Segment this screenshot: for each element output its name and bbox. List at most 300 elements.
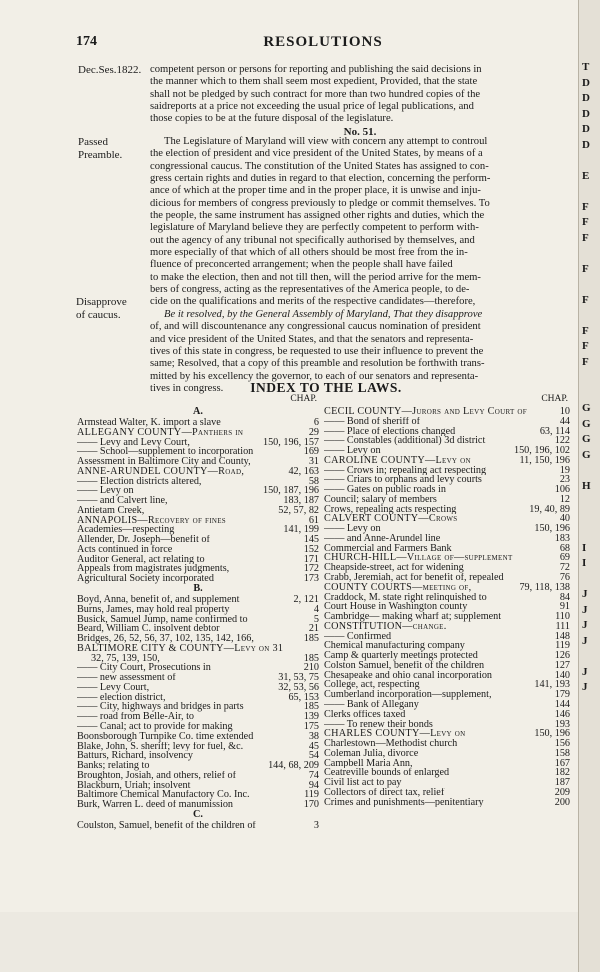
index-entry [77, 693, 319, 703]
index-entry-title: Crabb, Jeremiah, act for benefit of, repealed [324, 573, 504, 583]
edge-letter: J [582, 603, 588, 616]
edge-letter: G [582, 448, 591, 461]
index-entry-title: —— election district, [77, 692, 166, 703]
index-entry-title: Cumberland incorporation—supplement, [324, 690, 492, 700]
text-line: saidreports at a price not exceeding the usual price of legal publications, and [150, 101, 474, 113]
index-entry [77, 654, 319, 664]
index-entry-chapter: 148 [554, 630, 570, 642]
index-entry-title: —— Levy on [77, 486, 134, 497]
index-entry-title: CONSTITUTION—change. [324, 621, 447, 632]
text-line: and vice president of the United States, and that the senators and representa- [150, 333, 474, 345]
index-entry [77, 525, 319, 535]
index-entry-title: ANNAPOLIS—Recovery of fines [77, 515, 226, 526]
index-entry-chapter: 119 [555, 640, 570, 652]
page-header [76, 34, 570, 52]
index-entry-title: Agricultural Society incorporated [77, 574, 214, 585]
index-entry-title: Council; salary of members [324, 494, 437, 505]
edge-letter: J [582, 588, 588, 600]
index-entry-chapter: 200 [554, 796, 570, 808]
index-entry-chapter: 169 [303, 446, 319, 458]
index-entry-chapter: 175 [303, 720, 319, 732]
index-entry-title: Coleman Julia, divorce [324, 748, 419, 759]
edge-letter [579, 572, 600, 588]
index-left-column [77, 394, 319, 831]
index-entry [77, 506, 319, 516]
index-entry [324, 768, 570, 778]
index-entry [324, 749, 570, 759]
index-entry-chapter: 74 [308, 769, 319, 781]
index-entry-title: —— City Court, Prosecutions in [77, 663, 211, 674]
text-line: those copies to be at the future disposal of the legislature. [150, 113, 394, 125]
text-line: fluence of preconcerted arrangement; when the people shall have failed [150, 259, 453, 271]
index-entry-title: —— Place of elections changed [324, 426, 456, 437]
index-entry-chapter: 31, 53, 75 [278, 672, 319, 684]
index-entry [77, 644, 319, 654]
index-entry-title: Campbell Maria Ann, [324, 758, 413, 769]
edge-letter [579, 510, 600, 526]
text-line: legislature of Maryland believe they are perfectly competent to perform with- [150, 222, 479, 234]
margin-line: Disapprove [76, 296, 127, 308]
index-entry-chapter: 5 [313, 613, 319, 625]
edge-letter: D [582, 123, 590, 135]
text-line: competent person or persons for reporting and publishing the said decisions in [150, 64, 482, 75]
index-entry-chapter: 65, 153 [288, 691, 319, 703]
index-entry [324, 407, 570, 417]
top-entry-text [150, 64, 570, 126]
index-entry-chapter: 19, 40, 89 [529, 503, 570, 515]
index-entry-chapter: 111 [555, 620, 570, 632]
index-entry-chapter: 23 [559, 474, 570, 486]
edge-letter: G [582, 433, 591, 445]
index-entry-chapter: 68 [559, 542, 570, 554]
index-entry-title: CHARLES COUNTY—Levy on [324, 729, 466, 740]
edge-letter: G [582, 402, 591, 414]
facing-page-edge [578, 0, 600, 972]
index-entry-chapter: 19 [559, 464, 570, 476]
index-entry [324, 680, 570, 690]
index-entry-title: Appeals from magistrates judgments, [77, 564, 230, 575]
index-entry [77, 624, 319, 634]
index-entry-chapter: 144, 68, 209 [268, 760, 319, 772]
index-entry-title: —— Levy and Levy Court, [77, 437, 190, 448]
margin-note-passed [78, 136, 122, 161]
edge-letter [579, 308, 600, 324]
index-entry [77, 605, 319, 615]
edge-letter: F [582, 231, 589, 244]
index-entry-chapter: 193 [554, 718, 570, 730]
index-entry-title: —— Canal; act to provide for making [77, 721, 233, 732]
preamble-text [150, 136, 570, 395]
index-entry [77, 457, 319, 467]
index-entry-title: Broughton, Josiah, and others, relief of [77, 770, 237, 781]
index-entry-title: —— Crows in; repealing act respecting [324, 465, 487, 476]
index-entry [77, 545, 319, 555]
index-entry-title: Academies—respecting [77, 525, 175, 536]
index-entry-chapter: 179 [554, 689, 570, 701]
index-entry-title: CAROLINE COUNTY—Levy on [324, 455, 471, 466]
index-entry-chapter: 122 [554, 435, 570, 447]
index-section-letter: B. [193, 583, 203, 595]
edge-letter: J [582, 634, 588, 647]
edge-letter: I [582, 541, 587, 554]
text-line: The Legislature of Maryland will view with concern any attempt to controul [164, 136, 488, 147]
index-entry-chapter: 210 [303, 662, 319, 674]
index-entry-chapter: 170 [303, 799, 319, 811]
index-entry-title: Camp & quarterly meetings protected [324, 651, 478, 661]
index-entry-chapter: 127 [554, 659, 570, 671]
index-entry [77, 683, 319, 693]
index-entry-title: Colston Samuel, benefit of the children [324, 660, 485, 671]
index-entry-chapter: 183 [554, 532, 570, 544]
index-entry [77, 732, 319, 742]
index-entry-title: Cheapside-street, act for widening [324, 563, 464, 574]
index-entry [324, 505, 570, 515]
index-entry-chapter: 52, 57, 82 [278, 504, 319, 516]
index-entry [324, 563, 570, 573]
margin-note-session: Dec.Ses.1822. [78, 64, 142, 76]
index-entry-chapter: 91 [559, 601, 570, 613]
index-entry-chapter: 150, 187, 196 [262, 485, 319, 497]
index-entry-title: —— road from Belle-Air, to [77, 712, 195, 722]
text-line: shall not be pledged by such contract for more than two hundred copies of the [150, 88, 481, 100]
index-entry-title: CECIL COUNTY—Jurors and Levy Court of [324, 407, 527, 417]
resolution-number: No. 51. [343, 126, 377, 138]
index-entry-chapter: 185 [303, 652, 319, 664]
index-entry-chapter: 72 [559, 562, 570, 574]
edge-letter [579, 494, 600, 510]
index-entry-title: Antietam Creek, [77, 505, 145, 516]
index-entry-title: Baltimore Chemical Manufactory Co. Inc. [77, 790, 250, 801]
index-entry-title: —— Bond of sheriff of [324, 416, 421, 427]
index-entry-title: COUNTY COURTS—meeting of, [324, 582, 472, 593]
index-entry-title: Craddock, M. state right relinquished to [324, 592, 487, 603]
index-entry [77, 821, 319, 831]
index-entry [324, 661, 570, 671]
index-entry-title: Cambridge— making wharf at; supplement [324, 612, 502, 622]
index-entry [324, 602, 570, 612]
index-entry [324, 544, 570, 554]
edge-letter: E [582, 169, 590, 182]
edge-letter: D [582, 76, 590, 89]
edge-letter [579, 370, 600, 386]
edge-letter [579, 246, 600, 262]
index-entry-title: Auditor General, act relating to [77, 554, 205, 565]
index-entry-title: CALVERT COUNTY—Crows [324, 514, 458, 525]
index-entry [324, 690, 570, 700]
index-entry-title: Assessment in Baltimore City and County, [77, 457, 251, 467]
index-right-column [324, 394, 570, 807]
text-line: the election of president and vice president of the United States, by means of a [150, 148, 483, 160]
index-entry [77, 555, 319, 565]
index-entry [324, 553, 570, 563]
index-entry [77, 790, 319, 800]
index-title: INDEX TO THE LAWS. [250, 380, 402, 395]
index-entry-title: —— and Calvert line, [77, 496, 168, 506]
index-entry [324, 710, 570, 720]
edge-letter: J [582, 681, 588, 693]
page-number: 174 [76, 34, 97, 49]
index-entry [77, 722, 319, 732]
index-entry [77, 447, 319, 457]
index-entry [77, 771, 319, 781]
index-entry [77, 418, 319, 428]
index-entry-title: —— Election districts altered, [77, 476, 202, 487]
edge-letter: G [582, 417, 591, 430]
index-entry-chapter: 54 [308, 750, 319, 762]
index-entry [324, 593, 570, 603]
index-entry-title: —— Gates on public roads in [324, 485, 446, 495]
index-entry [77, 781, 319, 791]
text-line: cide on the qualifications and merits of the respective candidates—therefore, [150, 296, 476, 308]
index-entry-title: Civil list act to pay [324, 778, 402, 788]
edge-letter: F [582, 355, 589, 368]
index-entry [77, 712, 319, 722]
edge-letter: J [582, 665, 588, 678]
index-entry-title: Crimes and punishments—penitentiary [324, 797, 484, 808]
index-entry-chapter: 183, 187 [283, 495, 319, 507]
edge-letter: F [582, 216, 589, 228]
index-entry-chapter: 76 [559, 572, 570, 584]
index-entry-chapter: 44 [559, 415, 570, 427]
index-entry-chapter: 31 [308, 456, 319, 468]
index-entry [324, 739, 570, 749]
index-entry-title: Allender, Dr. Joseph—benefit of [77, 535, 210, 545]
index-entry-chapter: 84 [559, 591, 570, 603]
text-line: Be it resolved, by the General Assembly of Maryland, That they disapprove [164, 308, 483, 320]
index-entry-chapter: 126 [554, 650, 570, 662]
index-entry-title: Batturs, Richard, insolvency [77, 751, 194, 762]
text-line: dicious for members of congress previously to pledge or commit themselves. To [150, 197, 490, 209]
chap-label: CHAP. [290, 394, 317, 404]
index-entry-chapter: 187 [554, 777, 570, 789]
index-entry-chapter: 158 [554, 747, 570, 759]
index-entry [77, 438, 319, 448]
index-entry-chapter: 185 [303, 633, 319, 645]
index-entry-title: Crows, repealing acts respecting [324, 504, 457, 515]
index-entry [324, 798, 570, 808]
edge-letter: D [582, 92, 590, 104]
text-line: out the agency of any tribunal not specifically authorised by themselves, and [150, 234, 475, 246]
index-entry-chapter: 141, 193 [534, 679, 570, 691]
index-entry-chapter: 171 [303, 553, 319, 565]
text-line: tives of this state in congress, be requested to use their influence to prevent the [150, 345, 484, 357]
running-head: RESOLUTIONS [263, 34, 383, 50]
index-entry-chapter: 61 [308, 514, 319, 526]
index-entry [324, 583, 570, 593]
index-entry-title: —— City, highways and bridges in parts [77, 702, 244, 713]
margin-line: Passed [78, 136, 108, 148]
index-entry-title: Burns, James, may hold real property [77, 604, 230, 615]
index-entry-title: —— Constables (additional) 3d district [324, 436, 486, 447]
index-entry-chapter: 150, 196, 102 [513, 445, 570, 457]
text-line: ance of which at the proper time and in the proper place, it is unwise and inju- [150, 185, 481, 197]
index-entry [324, 485, 570, 495]
index-entry-chapter: 140 [554, 669, 570, 681]
index-entry-title: —— Bank of Allegany [324, 699, 419, 710]
index-entry-title: Acts continued in force [77, 544, 173, 555]
index-entry-title: ANNE-ARUNDEL COUNTY—Road, [77, 466, 245, 477]
index-entry-chapter: 185 [303, 701, 319, 713]
index-entry-chapter: 3 [313, 819, 319, 831]
index-entry [324, 788, 570, 798]
index-entry-chapter: 167 [554, 757, 570, 769]
edge-letter [579, 386, 600, 402]
index-entry-chapter: 6 [313, 417, 319, 428]
index-entry [324, 759, 570, 769]
index-entry [324, 456, 570, 466]
index-entry-chapter: 42, 163 [288, 465, 319, 477]
index-entry-chapter: 11, 150, 196 [519, 454, 570, 466]
index-entry-title: Banks; relating to [77, 761, 150, 771]
index-entry-title: College, act, respecting [324, 680, 420, 691]
edge-letter: F [582, 324, 589, 337]
index-entry-chapter: 10 [559, 406, 570, 417]
text-line: congressional caucus. The constitution of the United States has assigned to con- [150, 160, 489, 172]
index-entry-title: —— new assessment of [77, 673, 176, 683]
text-line: bers of congress, acting as the representatives of the America people, to de- [150, 284, 470, 296]
edge-letter: T [582, 61, 590, 73]
index-entry-title: Clerks offices taxed [324, 709, 406, 720]
index-entry-title: —— Levy Court, [77, 682, 150, 693]
index-entry [324, 700, 570, 710]
index-entry-chapter: 4 [313, 603, 319, 615]
index-entry-title: Boonsborough Turnpike Co. time extended [77, 731, 254, 742]
index-entry-title: Coulston, Samuel, benefit of the children of [77, 820, 256, 831]
index-entry [324, 427, 570, 437]
index-entry [324, 729, 570, 739]
index-entry [324, 651, 570, 661]
edge-letter [579, 649, 600, 665]
edge-letter [579, 153, 600, 169]
edge-letter [579, 277, 600, 293]
index-entry-chapter: 139 [303, 711, 319, 723]
edge-letter: D [582, 107, 590, 120]
index-entry-chapter: 182 [554, 767, 570, 779]
index-entry-title: —— Confirmed [324, 631, 392, 642]
index-entry-title: Boyd, Anna, benefit of, and supplement [77, 595, 240, 605]
index-entry-title: —— Levy on [324, 524, 381, 534]
index-entry-title: Bridges, 26, 52, 56, 37, 102, 135, 142, 166, [77, 634, 254, 644]
index-entry-chapter: 173 [303, 573, 319, 585]
edge-letter [579, 184, 600, 200]
edge-letter: H [582, 479, 591, 492]
index-entry-chapter: 12 [559, 493, 570, 505]
index-section-letter: C. [193, 808, 203, 820]
margin-note-disapprove [76, 296, 127, 321]
index-entry [324, 514, 570, 524]
index-entry-title: —— Levy on [324, 446, 381, 456]
edge-letter: D [582, 138, 590, 151]
index-entry [324, 720, 570, 730]
index-entry [324, 612, 570, 622]
index-entry [77, 564, 319, 574]
index-entry-title: Beard, William C. insolvent debtor [77, 624, 220, 635]
index-entry [324, 632, 570, 642]
index-entry-title: Ceatreville bounds of enlarged [324, 768, 450, 779]
index-entry-chapter: 58 [308, 475, 319, 487]
column-header [324, 394, 570, 407]
edge-letter: F [582, 262, 589, 275]
text-line: the manner which to them shall seem most expedient, Provided, that the state [150, 76, 478, 88]
edge-letter [579, 463, 600, 479]
index-entry-chapter: 150, 196 [534, 523, 570, 535]
text-line: gress certain rights and duties in regard to that election, concerning the perform- [150, 173, 491, 185]
index-entry-chapter: 172 [303, 563, 319, 575]
index-entry [324, 641, 570, 651]
index-entry-title: Court House in Washington county [324, 602, 468, 613]
index-entry-title: Collectors of direct tax, relief [324, 787, 445, 798]
index-entry-title: BALTIMORE CITY & COUNTY—Levy on 31 [77, 643, 284, 654]
index-entry-chapter: 110 [555, 611, 570, 623]
index-entry-chapter: 45 [308, 740, 319, 752]
index-entry [77, 595, 319, 605]
index-entry-chapter: 150, 196 [534, 728, 570, 740]
index-entry-title: —— Criars to orphans and levy courts [324, 475, 482, 486]
index-entry-title: —— School—supplement to incorporation [77, 447, 254, 458]
index-entry-title: Chesapeake and ohio canal incorporation [324, 670, 493, 681]
index-entry [324, 671, 570, 681]
text-line: tives in congress. [150, 382, 224, 394]
edge-letter: F [582, 293, 589, 306]
index-entry-chapter: 150, 196, 157 [262, 436, 319, 448]
index-entry-chapter: 156 [554, 738, 570, 750]
index-entry-chapter: 145 [303, 534, 319, 546]
edge-letter: F [582, 340, 589, 352]
index-entry [324, 778, 570, 788]
index-entry [324, 524, 570, 534]
index-entry-chapter: 40 [559, 513, 570, 525]
index-entry-chapter: 141, 199 [283, 524, 319, 536]
index-entry-title: Burk, Warren L. deed of manumission [77, 800, 234, 810]
index-entry-chapter: 38 [308, 730, 319, 742]
index-entry [77, 742, 319, 752]
text-line: to make the election, then and not till then, will the period arrive for the mem- [150, 271, 481, 283]
text-line: the people, the same instrument has assigned other rights and duties, which the [150, 210, 485, 222]
text-line: of, and will discountenance any congressional caucus nomination of president [150, 321, 481, 333]
index-entry [324, 622, 570, 632]
index-entry-chapter: 32, 53, 56 [278, 681, 319, 693]
index-entry [324, 417, 570, 427]
index-entry-title: CHURCH-HILL—Village of—supplement [324, 553, 513, 564]
index-entry-title: 32, 75, 139, 150, [91, 653, 160, 664]
index-entry-chapter: 63, 114 [539, 425, 570, 437]
index-entry [324, 466, 570, 476]
edge-letter: I [582, 557, 587, 569]
index-entry [77, 615, 319, 625]
index-entry-title: Blake, John, S. sheriff; levy for fuel, &c. [77, 741, 244, 752]
chap-label: CHAP. [541, 394, 568, 404]
index-section-letter: A. [193, 406, 203, 417]
index-entry-chapter: 2, 121 [293, 594, 319, 606]
text-line: mitted by his excellency the governor, to each of our senators and representa- [150, 370, 479, 382]
index-entry [77, 467, 319, 477]
index-entry-title: Charlestown—Methodist church [324, 739, 458, 749]
index-entry-title: Armstead Walter, K. import a slave [77, 418, 221, 428]
edge-letter: J [582, 619, 588, 631]
index-entry-title: Commercial and Farmers Bank [324, 543, 452, 554]
index-entry-chapter: 146 [554, 708, 570, 720]
edge-letter: F [582, 200, 589, 213]
index-entry-title: —— and Anne-Arundel line [324, 533, 441, 544]
index-entry-chapter: 119 [304, 789, 319, 801]
index-entry-title: —— To renew their bonds [324, 719, 433, 730]
index-entry-chapter: 29 [308, 426, 319, 438]
index-entry [77, 535, 319, 545]
index-entry-title: Busick, Samuel Jump, name confirmed to [77, 614, 248, 625]
index-entry-chapter: 94 [308, 779, 319, 791]
index-entry [77, 761, 319, 771]
index-entry-title: Chemical manufacturing company [324, 641, 465, 652]
